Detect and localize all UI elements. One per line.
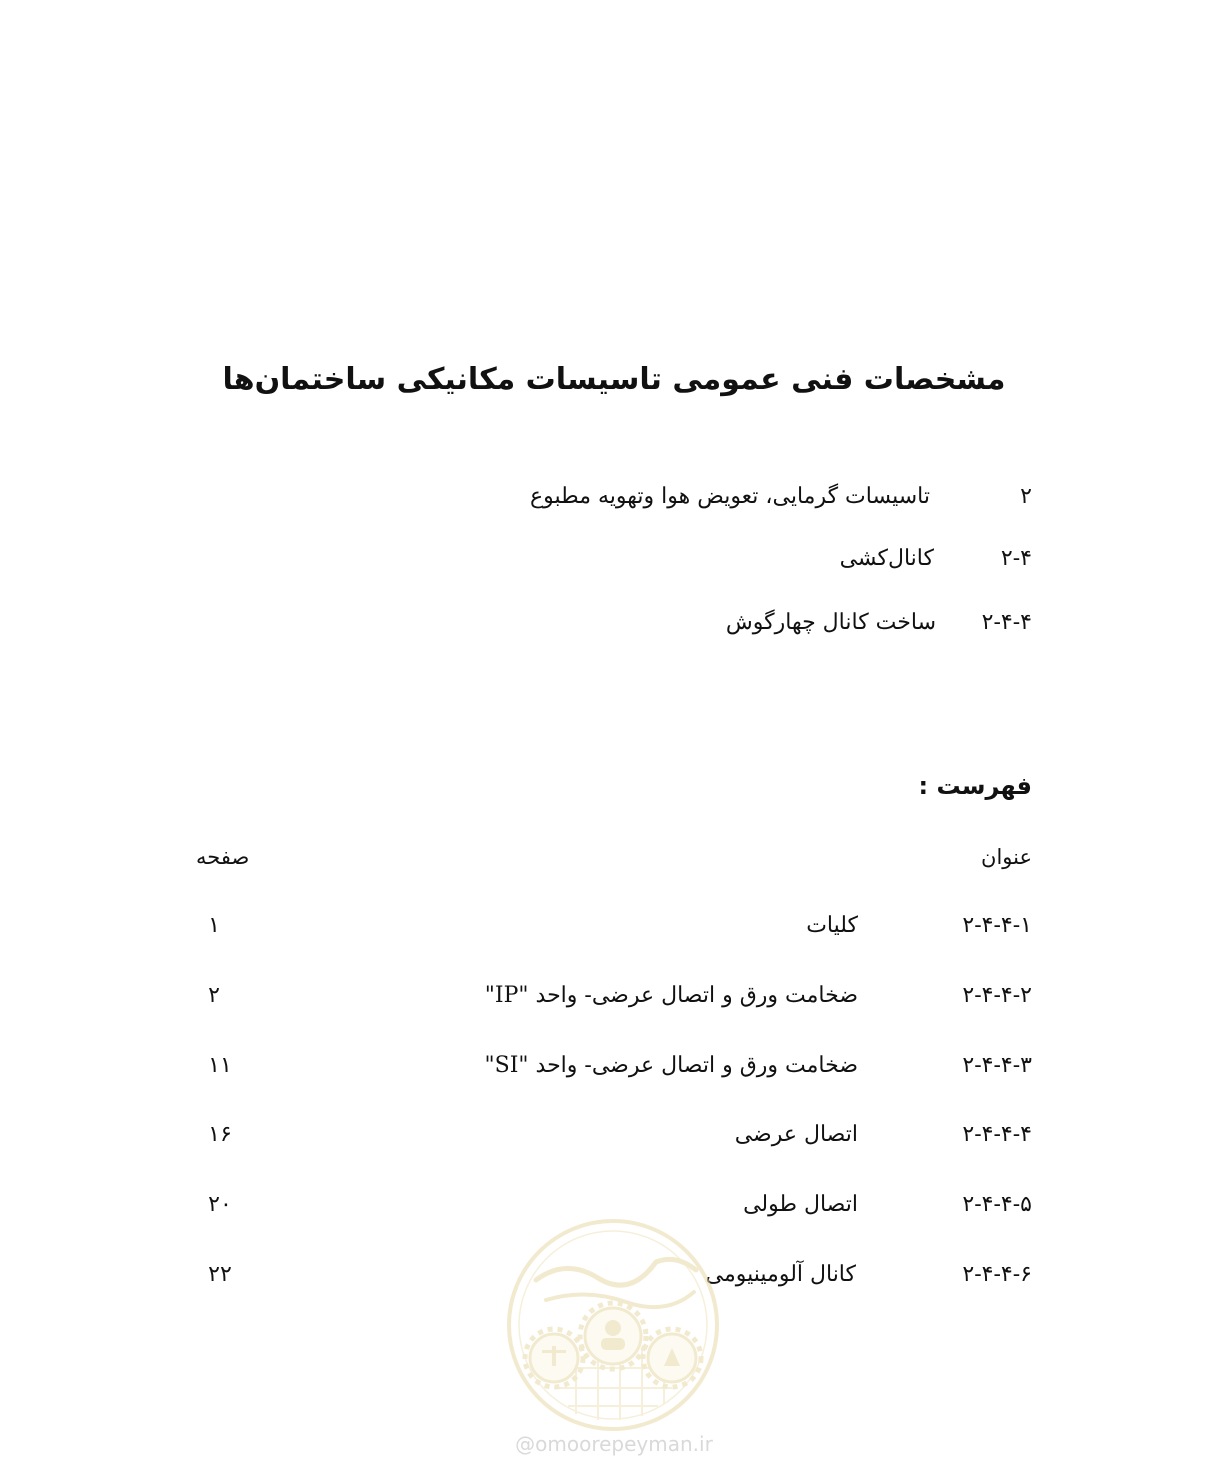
document-title: مشخصات فنی عمومی تاسیسات مکانیکی ساختمان‌ها (222, 362, 1006, 397)
toc-entry-title: اتصال طولی (743, 1192, 858, 1217)
toc-entry-number: ۲-۴-۴-۱ (962, 913, 1032, 938)
toc-entry-title: ضخامت ورق و اتصال عرضی- واحد "SI" (484, 1053, 858, 1078)
toc-entry-page: ۲۲ (208, 1262, 232, 1287)
toc-entry-number: ۲-۴-۴-۴ (962, 1122, 1032, 1147)
toc-entry-title: کلیات (806, 913, 858, 938)
toc-column-title: عنوان (981, 845, 1032, 869)
toc-entry-page: ۲۰ (208, 1192, 232, 1217)
toc-entry-number: ۲-۴-۴-۲ (962, 983, 1032, 1008)
subsubsection-number: ۲-۴-۴ (981, 610, 1032, 635)
section-title: تاسیسات گرمایی، تعویض هوا وتهویه مطبوع (530, 484, 930, 509)
subsection-number: ۲-۴ (1000, 546, 1032, 571)
toc-entry-page: ۱۶ (208, 1122, 232, 1147)
toc-entry-page: ۱ (208, 913, 220, 938)
toc-entry-page: ۲ (208, 983, 220, 1008)
toc-entry-title: کانال آلومینیومی (705, 1262, 856, 1287)
toc-entry-title: اتصال عرضی (734, 1122, 858, 1147)
watermark-url: @omoorepeyman.ir (515, 1432, 713, 1456)
subsection-title: کانال‌کشی (839, 546, 934, 571)
toc-column-page: صفحه (196, 845, 250, 869)
subsubsection-title: ساخت کانال چهارگوش (725, 610, 936, 635)
toc-entry-page: ۱۱ (208, 1053, 232, 1078)
toc-entry-number: ۲-۴-۴-۵ (962, 1192, 1032, 1217)
section-number: ۲ (1020, 484, 1032, 509)
toc-entry-number: ۲-۴-۴-۳ (962, 1053, 1032, 1078)
toc-entry-title: ضخامت ورق و اتصال عرضی- واحد "IP" (484, 983, 858, 1008)
watermark-logo (506, 1218, 720, 1432)
toc-heading: فهرست : (918, 772, 1032, 800)
toc-entry-number: ۲-۴-۴-۶ (962, 1262, 1032, 1287)
